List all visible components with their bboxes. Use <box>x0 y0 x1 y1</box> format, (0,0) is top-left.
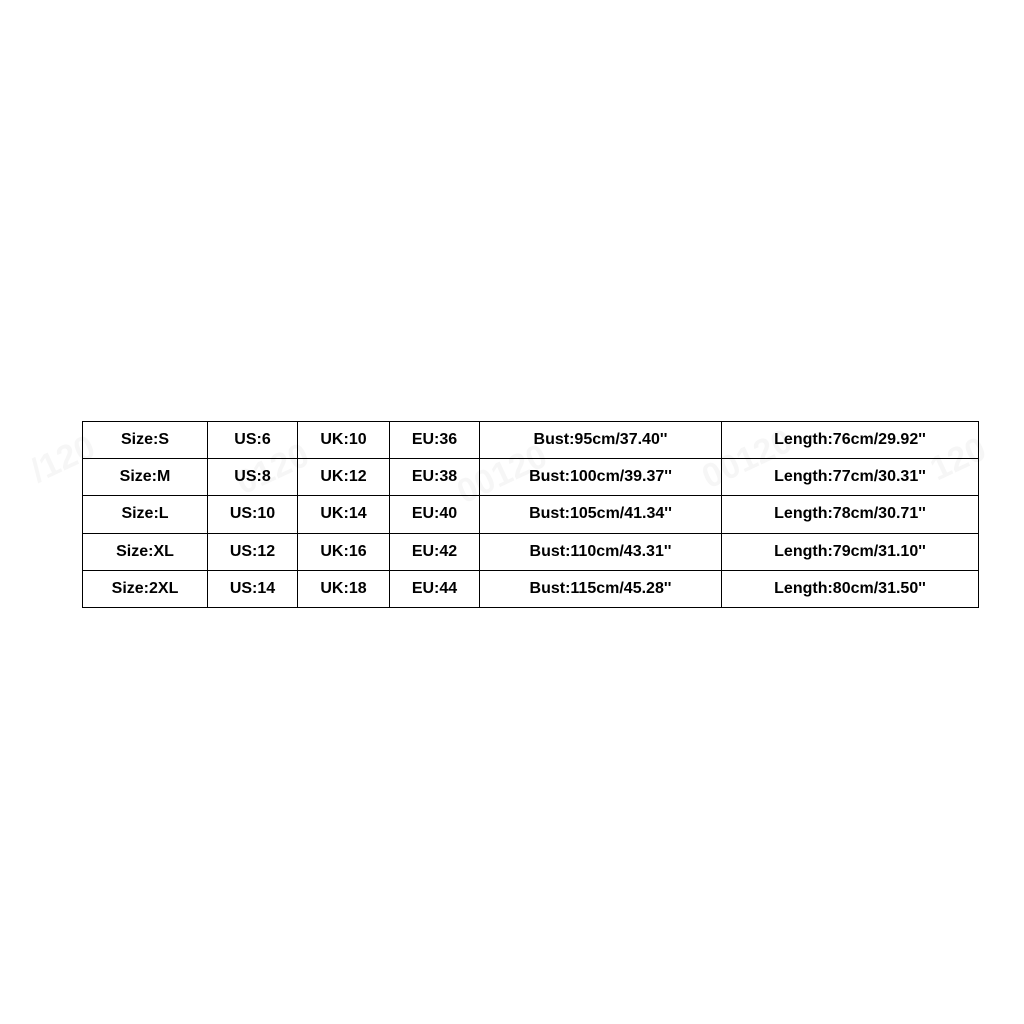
uk-size-cell: UK:12 <box>298 459 390 496</box>
us-size-cell: US:12 <box>208 533 298 570</box>
length-cell: Length:79cm/31.10'' <box>722 533 979 570</box>
bust-cell: Bust:100cm/39.37'' <box>480 459 722 496</box>
eu-size-cell: EU:36 <box>390 422 480 459</box>
eu-size-cell: EU:44 <box>390 570 480 607</box>
uk-size-cell: UK:10 <box>298 422 390 459</box>
size-cell: Size:M <box>83 459 208 496</box>
us-size-cell: US:8 <box>208 459 298 496</box>
uk-size-cell: UK:18 <box>298 570 390 607</box>
size-cell: Size:S <box>83 422 208 459</box>
us-size-cell: US:6 <box>208 422 298 459</box>
length-cell: Length:80cm/31.50'' <box>722 570 979 607</box>
table-row <box>83 496 979 533</box>
bust-cell: Bust:105cm/41.34'' <box>480 496 722 533</box>
us-size-cell: US:14 <box>208 570 298 607</box>
eu-size-cell: EU:38 <box>390 459 480 496</box>
table-row <box>83 533 979 570</box>
table-row <box>83 459 979 496</box>
uk-size-cell: UK:14 <box>298 496 390 533</box>
uk-size-cell: UK:16 <box>298 533 390 570</box>
eu-size-cell: EU:42 <box>390 533 480 570</box>
size-cell: Size:2XL <box>83 570 208 607</box>
table-row <box>83 570 979 607</box>
length-cell: Length:78cm/30.71'' <box>722 496 979 533</box>
size-cell: Size:XL <box>83 533 208 570</box>
length-cell: Length:77cm/30.31'' <box>722 459 979 496</box>
size-chart-table <box>82 421 979 608</box>
eu-size-cell: EU:40 <box>390 496 480 533</box>
bust-cell: Bust:110cm/43.31'' <box>480 533 722 570</box>
size-cell: Size:L <box>83 496 208 533</box>
bust-cell: Bust:95cm/37.40'' <box>480 422 722 459</box>
table-row <box>83 422 979 459</box>
bust-cell: Bust:115cm/45.28'' <box>480 570 722 607</box>
us-size-cell: US:10 <box>208 496 298 533</box>
length-cell: Length:76cm/29.92'' <box>722 422 979 459</box>
